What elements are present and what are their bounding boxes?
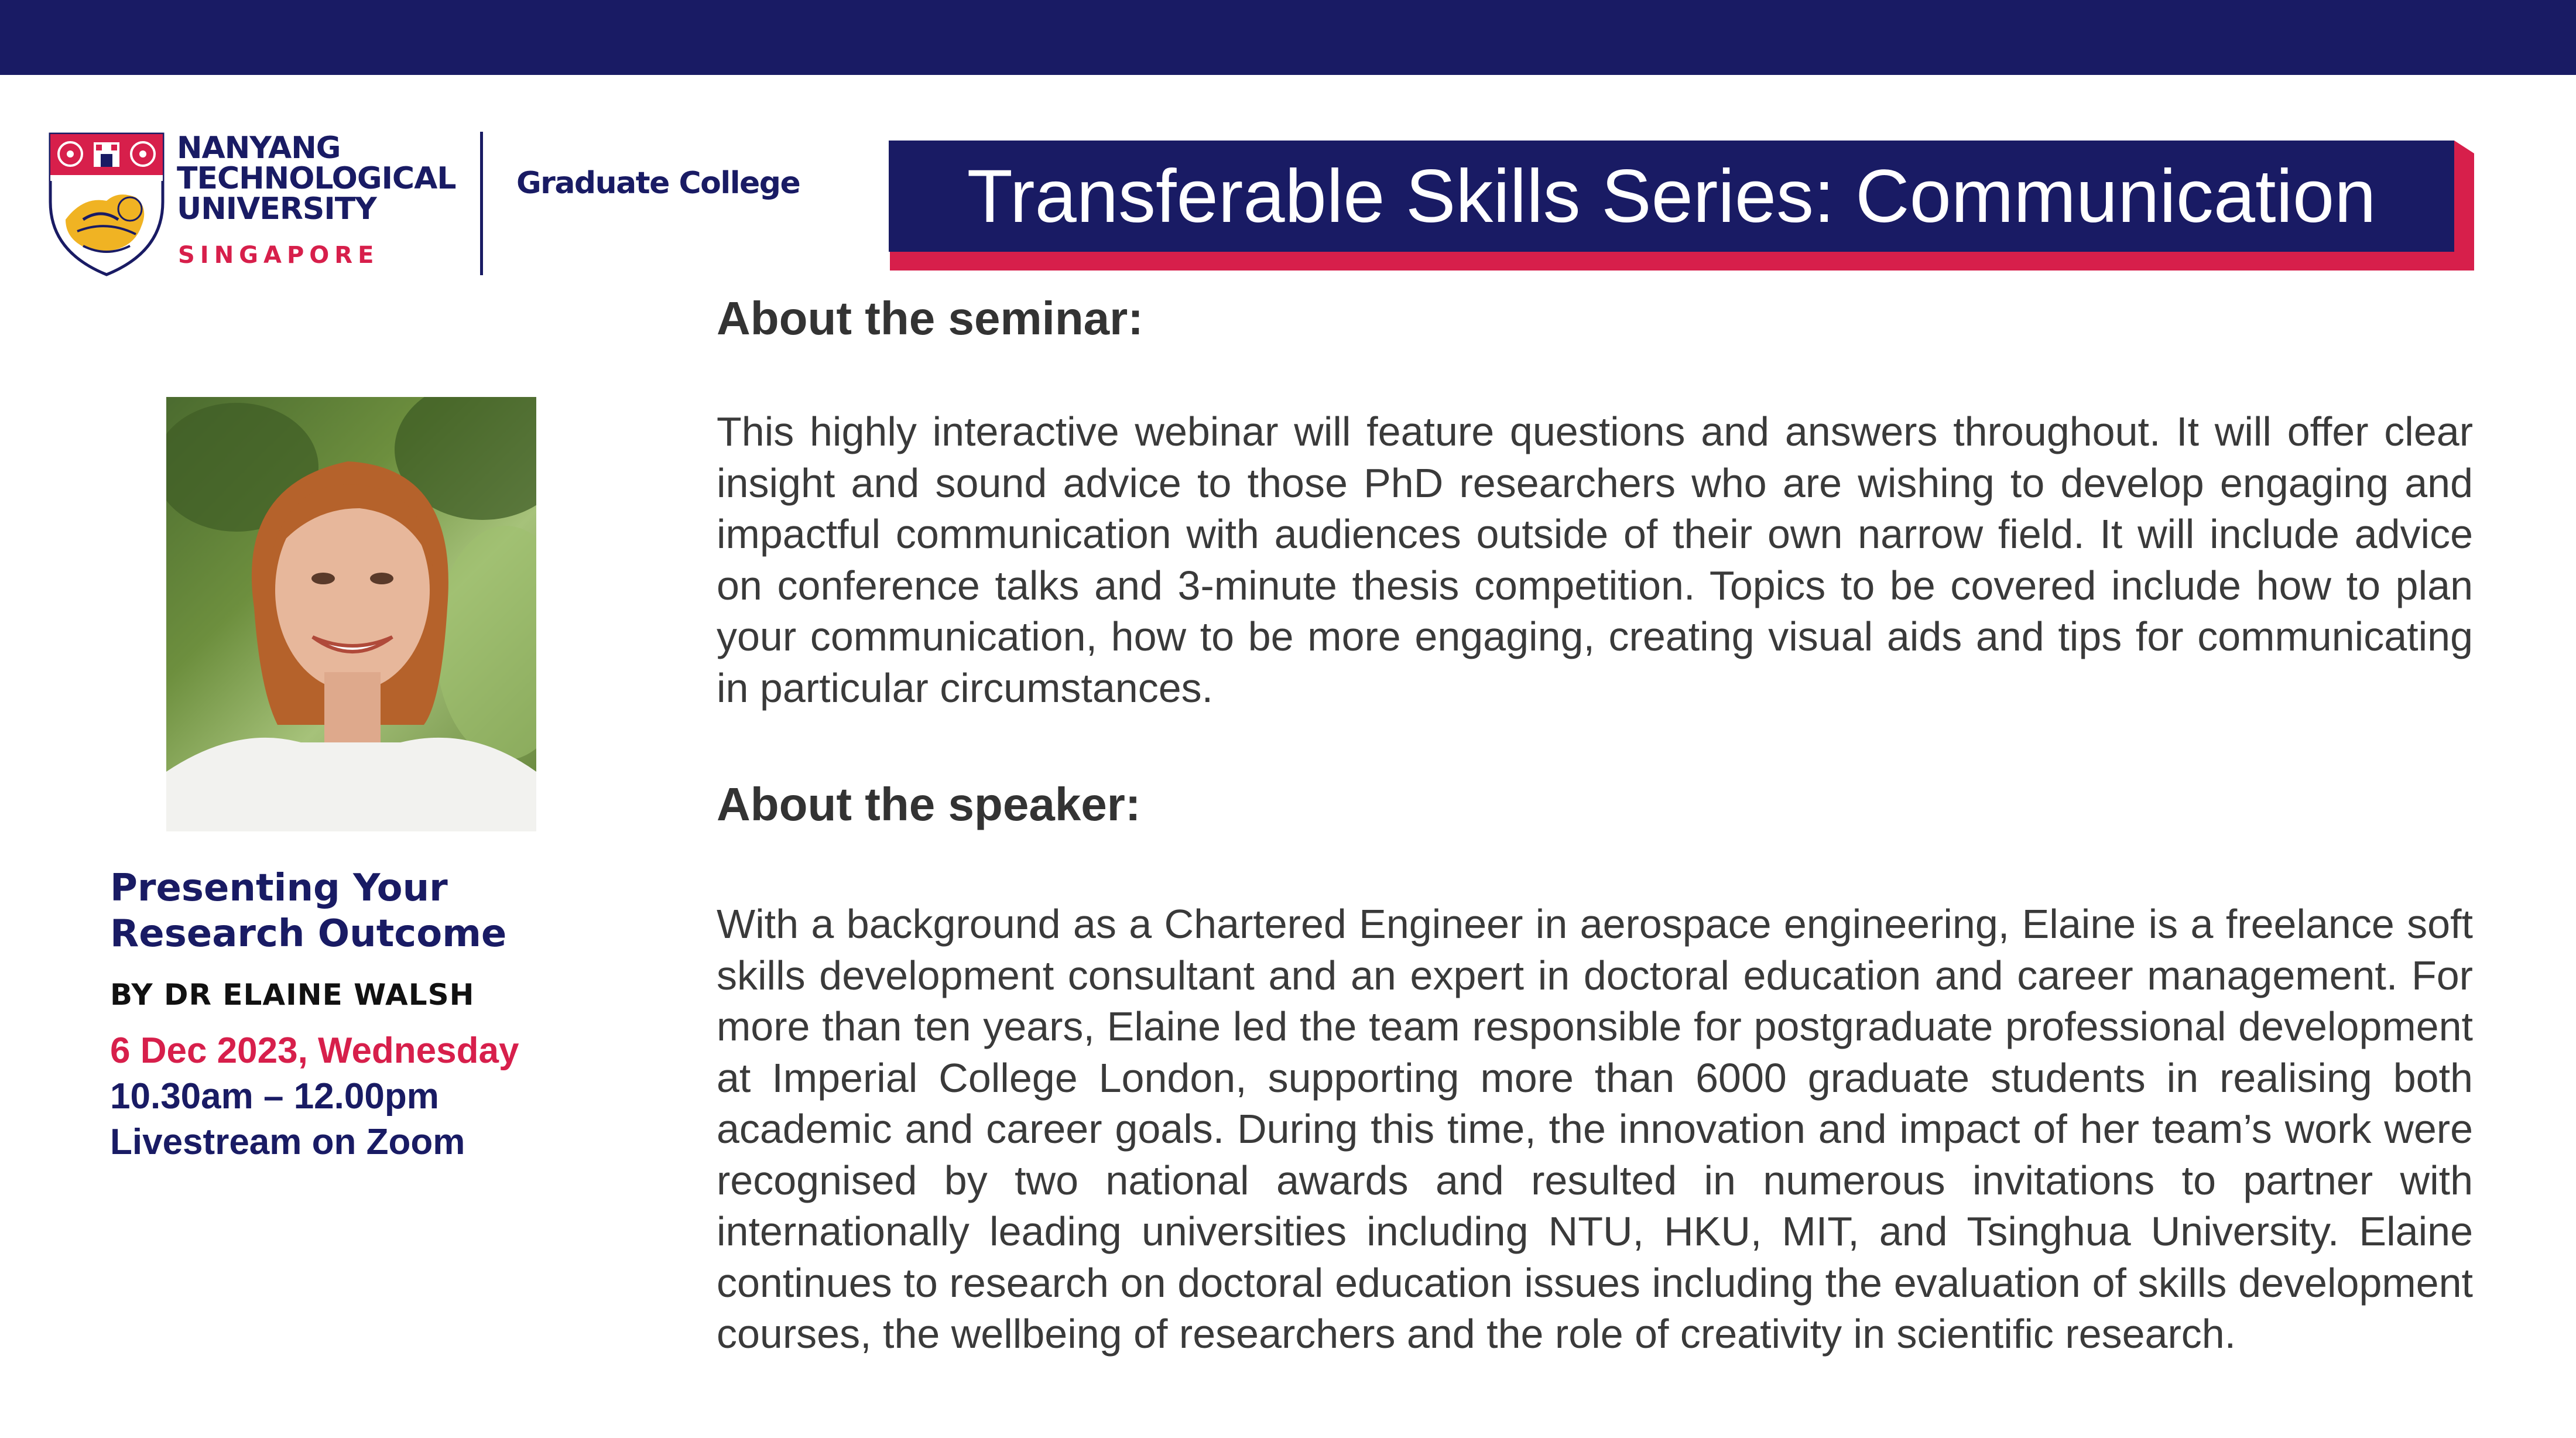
event-venue: Livestream on Zoom [110,1122,465,1162]
university-country: SINGAPORE [178,242,379,269]
event-time: 10.30am – 12.00pm [110,1076,439,1117]
university-name [177,131,528,227]
event-speaker: BY DR ELAINE WALSH [110,978,475,1012]
seminar-description: This highly interactive webinar will feature questions and answers throughout. It will offer clear insight and sound advice to those PhD researchers who are wishing to develop engaging and impactful communication with audiences outside of their own narrow field. It will include advice on conference talks and 3-minute thesis competition. Topics to be covered include how to plan your communication, how to be more engaging, creating visual aids and tips for communicating in particular circumstances. [717,409,2473,711]
university-name-line: NANYANG [177,131,341,166]
event-date: 6 Dec 2023, Wednesday [110,1030,519,1071]
event-title [110,865,555,957]
speaker-bio: With a background as a Chartered Engineer in aerospace engineering, Elaine is a freelance soft skills development consultant and an expert in doctoral education and career management. For more than ten years, Elaine led the team responsible for postgraduate professional development at Imperial College London, supporting more than 6000 graduate students in realising both academic and career goals. During this time, the innovation and impact of her team’s work were recognised by two national awards and resulted in numerous invitations to partner with internationally leading universities including NTU, HKU, MIT, and Tsinghua University. Elaine continues to research on doctoral education issues including the evaluation of skills development courses, the wellbeing of researchers and the role of creativity in scientific research. [717,901,2473,1357]
speaker-portrait-icon [166,397,536,831]
speaker-heading: About the speaker: [717,778,1141,830]
banner-corner [2454,141,2474,166]
ntu-logo [48,131,800,278]
event-title-line: Research Outcome [110,912,507,956]
speaker-photo [166,397,536,831]
university-name-line: TECHNOLOGICAL [177,161,456,196]
college-name: Graduate College [516,166,800,201]
university-name-line: UNIVERSITY [177,191,376,227]
ntu-crest-icon [48,132,165,277]
event-title-line: Presenting Your [110,867,448,910]
logo-divider [480,132,483,275]
top-bar [0,0,2576,75]
seminar-heading: About the seminar: [717,292,1143,344]
event-details [110,865,555,1165]
series-banner: Transferable Skills Series: Communication [889,141,2454,252]
